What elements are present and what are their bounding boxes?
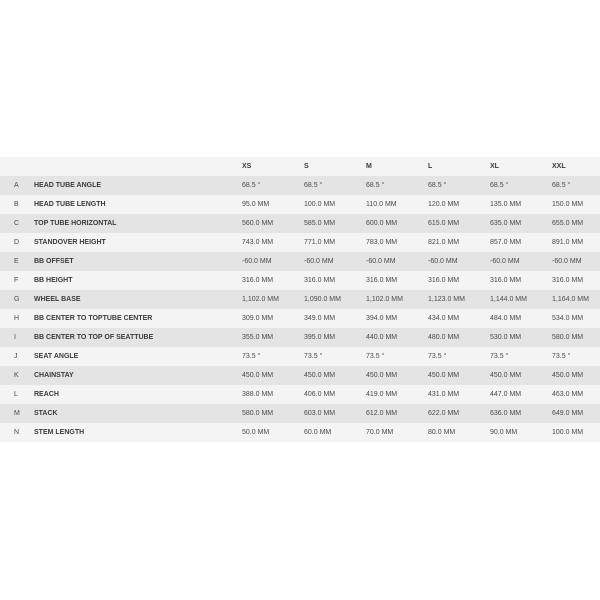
measurement-name: BB CENTER TO TOPTUBE CENTER [20, 309, 228, 328]
measurement-value: 68.5 ° [290, 176, 352, 195]
measurement-value: -60.0 MM [352, 252, 414, 271]
measurement-header [20, 157, 228, 176]
measurement-value: 1,164.0 MM [538, 290, 600, 309]
measurement-name: TOP TUBE HORIZONTAL [20, 214, 228, 233]
table-row [0, 252, 600, 271]
measurement-value: 406.0 MM [290, 385, 352, 404]
row-letter: N [0, 423, 20, 442]
measurement-name: STEM LENGTH [20, 423, 228, 442]
measurement-name: STACK [20, 404, 228, 423]
measurement-value: 73.5 ° [476, 347, 538, 366]
measurement-value: 560.0 MM [228, 214, 290, 233]
size-header-xl: XL [476, 157, 538, 176]
row-letter: J [0, 347, 20, 366]
measurement-value: 1,090.0 MM [290, 290, 352, 309]
measurement-value: 68.5 ° [538, 176, 600, 195]
measurement-value: 68.5 ° [414, 176, 476, 195]
table-row [0, 195, 600, 214]
measurement-value: 50.0 MM [228, 423, 290, 442]
measurement-value: -60.0 MM [228, 252, 290, 271]
measurement-value: 450.0 MM [476, 366, 538, 385]
row-letter: F [0, 271, 20, 290]
measurement-name: HEAD TUBE LENGTH [20, 195, 228, 214]
measurement-value: 612.0 MM [352, 404, 414, 423]
table-row [0, 309, 600, 328]
measurement-value: 355.0 MM [228, 328, 290, 347]
row-letter: H [0, 309, 20, 328]
measurement-value: 73.5 ° [290, 347, 352, 366]
row-letter: B [0, 195, 20, 214]
measurement-value: 450.0 MM [290, 366, 352, 385]
measurement-value: -60.0 MM [290, 252, 352, 271]
measurement-value: 603.0 MM [290, 404, 352, 423]
measurement-value: 580.0 MM [228, 404, 290, 423]
measurement-value: 622.0 MM [414, 404, 476, 423]
measurement-value: 120.0 MM [414, 195, 476, 214]
measurement-value: 395.0 MM [290, 328, 352, 347]
measurement-value: 534.0 MM [538, 309, 600, 328]
measurement-value: 450.0 MM [414, 366, 476, 385]
row-letter: A [0, 176, 20, 195]
measurement-name: REACH [20, 385, 228, 404]
measurement-value: 600.0 MM [352, 214, 414, 233]
measurement-value: 450.0 MM [538, 366, 600, 385]
size-header-row [0, 157, 600, 176]
measurement-value: 68.5 ° [476, 176, 538, 195]
measurement-value: 1,123.0 MM [414, 290, 476, 309]
row-letter: G [0, 290, 20, 309]
row-letter: D [0, 233, 20, 252]
measurement-value: 95.0 MM [228, 195, 290, 214]
table-row [0, 328, 600, 347]
measurement-value: 316.0 MM [228, 271, 290, 290]
measurement-name: BB HEIGHT [20, 271, 228, 290]
measurement-name: BB OFFSET [20, 252, 228, 271]
measurement-value: 80.0 MM [414, 423, 476, 442]
measurement-value: 316.0 MM [290, 271, 352, 290]
row-letter: E [0, 252, 20, 271]
measurement-value: 857.0 MM [476, 233, 538, 252]
measurement-value: 349.0 MM [290, 309, 352, 328]
letter-header [0, 157, 20, 176]
table-row [0, 385, 600, 404]
measurement-value: 480.0 MM [414, 328, 476, 347]
measurement-value: 649.0 MM [538, 404, 600, 423]
measurement-value: 434.0 MM [414, 309, 476, 328]
measurement-value: 530.0 MM [476, 328, 538, 347]
size-header-xs: XS [228, 157, 290, 176]
measurement-value: 110.0 MM [352, 195, 414, 214]
measurement-value: 73.5 ° [228, 347, 290, 366]
measurement-value: 100.0 MM [290, 195, 352, 214]
measurement-value: 615.0 MM [414, 214, 476, 233]
measurement-value: 100.0 MM [538, 423, 600, 442]
size-header-s: S [290, 157, 352, 176]
table-row [0, 347, 600, 366]
measurement-value: -60.0 MM [538, 252, 600, 271]
measurement-value: 60.0 MM [290, 423, 352, 442]
measurement-value: 484.0 MM [476, 309, 538, 328]
table-row [0, 176, 600, 195]
table-row [0, 233, 600, 252]
measurement-name: SEAT ANGLE [20, 347, 228, 366]
table-row [0, 366, 600, 385]
measurement-value: 316.0 MM [476, 271, 538, 290]
measurement-value: 580.0 MM [538, 328, 600, 347]
measurement-value: 394.0 MM [352, 309, 414, 328]
measurement-value: 1,102.0 MM [352, 290, 414, 309]
measurement-value: 771.0 MM [290, 233, 352, 252]
measurement-value: 450.0 MM [352, 366, 414, 385]
row-letter: M [0, 404, 20, 423]
measurement-value: 68.5 ° [352, 176, 414, 195]
measurement-value: 447.0 MM [476, 385, 538, 404]
size-header-m: M [352, 157, 414, 176]
measurement-value: 316.0 MM [538, 271, 600, 290]
measurement-value: 73.5 ° [538, 347, 600, 366]
geometry-table [0, 157, 600, 442]
table-row [0, 404, 600, 423]
measurement-value: 440.0 MM [352, 328, 414, 347]
table-row [0, 290, 600, 309]
measurement-name: BB CENTER TO TOP OF SEATTUBE [20, 328, 228, 347]
measurement-value: 783.0 MM [352, 233, 414, 252]
measurement-value: 1,102.0 MM [228, 290, 290, 309]
row-letter: L [0, 385, 20, 404]
measurement-name: CHAINSTAY [20, 366, 228, 385]
table-row [0, 271, 600, 290]
measurement-value: 73.5 ° [352, 347, 414, 366]
measurement-value: 316.0 MM [352, 271, 414, 290]
measurement-value: 316.0 MM [414, 271, 476, 290]
measurement-value: 419.0 MM [352, 385, 414, 404]
size-header-xxl: XXL [538, 157, 600, 176]
measurement-value: 655.0 MM [538, 214, 600, 233]
measurement-name: HEAD TUBE ANGLE [20, 176, 228, 195]
measurement-name: STANDOVER HEIGHT [20, 233, 228, 252]
measurement-value: 743.0 MM [228, 233, 290, 252]
measurement-value: 135.0 MM [476, 195, 538, 214]
measurement-value: 73.5 ° [414, 347, 476, 366]
row-letter: C [0, 214, 20, 233]
size-header-l: L [414, 157, 476, 176]
measurement-value: 150.0 MM [538, 195, 600, 214]
measurement-value: 388.0 MM [228, 385, 290, 404]
row-letter: K [0, 366, 20, 385]
measurement-value: 70.0 MM [352, 423, 414, 442]
row-letter: I [0, 328, 20, 347]
measurement-value: 635.0 MM [476, 214, 538, 233]
measurement-value: -60.0 MM [414, 252, 476, 271]
measurement-value: 450.0 MM [228, 366, 290, 385]
measurement-value: -60.0 MM [476, 252, 538, 271]
table-row [0, 423, 600, 442]
measurement-value: 431.0 MM [414, 385, 476, 404]
measurement-name: WHEEL BASE [20, 290, 228, 309]
measurement-value: 821.0 MM [414, 233, 476, 252]
measurement-value: 891.0 MM [538, 233, 600, 252]
measurement-value: 463.0 MM [538, 385, 600, 404]
measurement-value: 309.0 MM [228, 309, 290, 328]
table-row [0, 214, 600, 233]
measurement-value: 636.0 MM [476, 404, 538, 423]
measurement-value: 90.0 MM [476, 423, 538, 442]
measurement-value: 1,144.0 MM [476, 290, 538, 309]
measurement-value: 585.0 MM [290, 214, 352, 233]
measurement-value: 68.5 ° [228, 176, 290, 195]
